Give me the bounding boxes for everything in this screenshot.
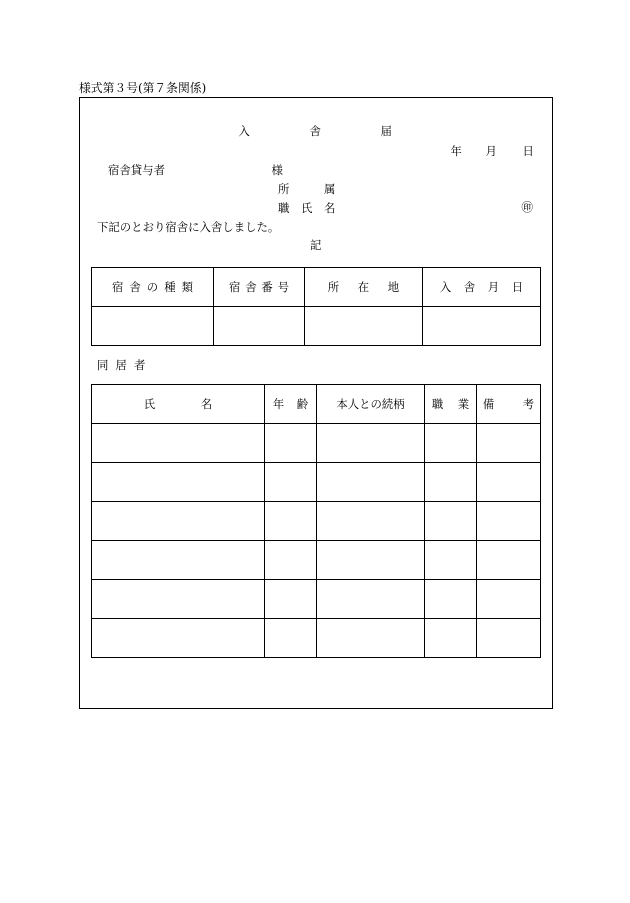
table-cell xyxy=(317,580,425,619)
header-residence-type: 宿舎の種類 xyxy=(112,280,199,294)
table-cell xyxy=(265,541,317,580)
table-cell xyxy=(305,307,423,346)
table-cell xyxy=(425,424,477,463)
table-cell xyxy=(317,541,425,580)
header-occupation: 職業 xyxy=(431,397,484,411)
table-cell xyxy=(92,424,265,463)
table-cell xyxy=(317,463,425,502)
header-residence-number: 宿舎番号 xyxy=(229,280,294,294)
table-cell xyxy=(92,463,265,502)
table-cell xyxy=(477,502,541,541)
note-heading: 記 xyxy=(310,238,322,252)
table-cell xyxy=(265,502,317,541)
header-cell xyxy=(317,385,425,424)
table-cell xyxy=(214,307,305,346)
header-cell xyxy=(423,268,541,307)
date-year-label: 年 xyxy=(450,144,462,158)
header-remarks: 備考 xyxy=(482,397,563,411)
table-cell xyxy=(92,541,265,580)
header-cell xyxy=(92,385,265,424)
header-relationship: 本人との続柄 xyxy=(336,397,405,411)
table-cell xyxy=(92,307,214,346)
table-cell xyxy=(425,619,477,658)
table-cell xyxy=(425,502,477,541)
table-cell xyxy=(265,463,317,502)
header-name: 氏名 xyxy=(143,397,258,411)
table-cell xyxy=(425,463,477,502)
cohabitants-table xyxy=(91,384,563,658)
residence-table xyxy=(91,267,541,346)
header-cell xyxy=(214,268,305,307)
table-cell xyxy=(477,541,541,580)
job-name-label: 職氏名 xyxy=(278,201,347,215)
cohabitants-label: 同居者 xyxy=(97,358,153,372)
form-title: 入舎届 xyxy=(238,124,452,138)
table-cell xyxy=(477,424,541,463)
table-cell xyxy=(423,307,541,346)
table-cell xyxy=(92,619,265,658)
date-month-label: 月 xyxy=(485,144,497,158)
header-age: 年齢 xyxy=(272,397,321,411)
table-cell xyxy=(265,619,317,658)
statement-text: 下記のとおり宿舎に入舎しました。 xyxy=(97,220,280,234)
table-cell xyxy=(92,580,265,619)
addressee-honorific: 様 xyxy=(271,163,283,177)
header-cell xyxy=(305,268,423,307)
table-cell xyxy=(477,619,541,658)
header-location: 所在地 xyxy=(327,280,418,294)
seal-icon: ㊞ xyxy=(521,200,533,214)
header-cell xyxy=(265,385,321,424)
addressee-label: 宿舎貸与者 xyxy=(108,163,165,177)
table-cell xyxy=(265,424,317,463)
header-cell xyxy=(477,385,563,424)
table-cell xyxy=(92,502,265,541)
table-cell xyxy=(477,463,541,502)
table-cell xyxy=(317,619,425,658)
table-cell xyxy=(317,424,425,463)
header-cell xyxy=(92,268,214,307)
table-cell xyxy=(265,580,317,619)
table-cell xyxy=(425,580,477,619)
date-day-label: 日 xyxy=(522,144,534,158)
table-cell xyxy=(477,580,541,619)
table-cell xyxy=(317,502,425,541)
affiliation-label: 所属 xyxy=(278,182,370,196)
header-move-in-date: 入舎月日 xyxy=(439,280,536,294)
table-cell xyxy=(425,541,477,580)
form-number-label: 様式第３号(第７条関係) xyxy=(79,81,207,95)
